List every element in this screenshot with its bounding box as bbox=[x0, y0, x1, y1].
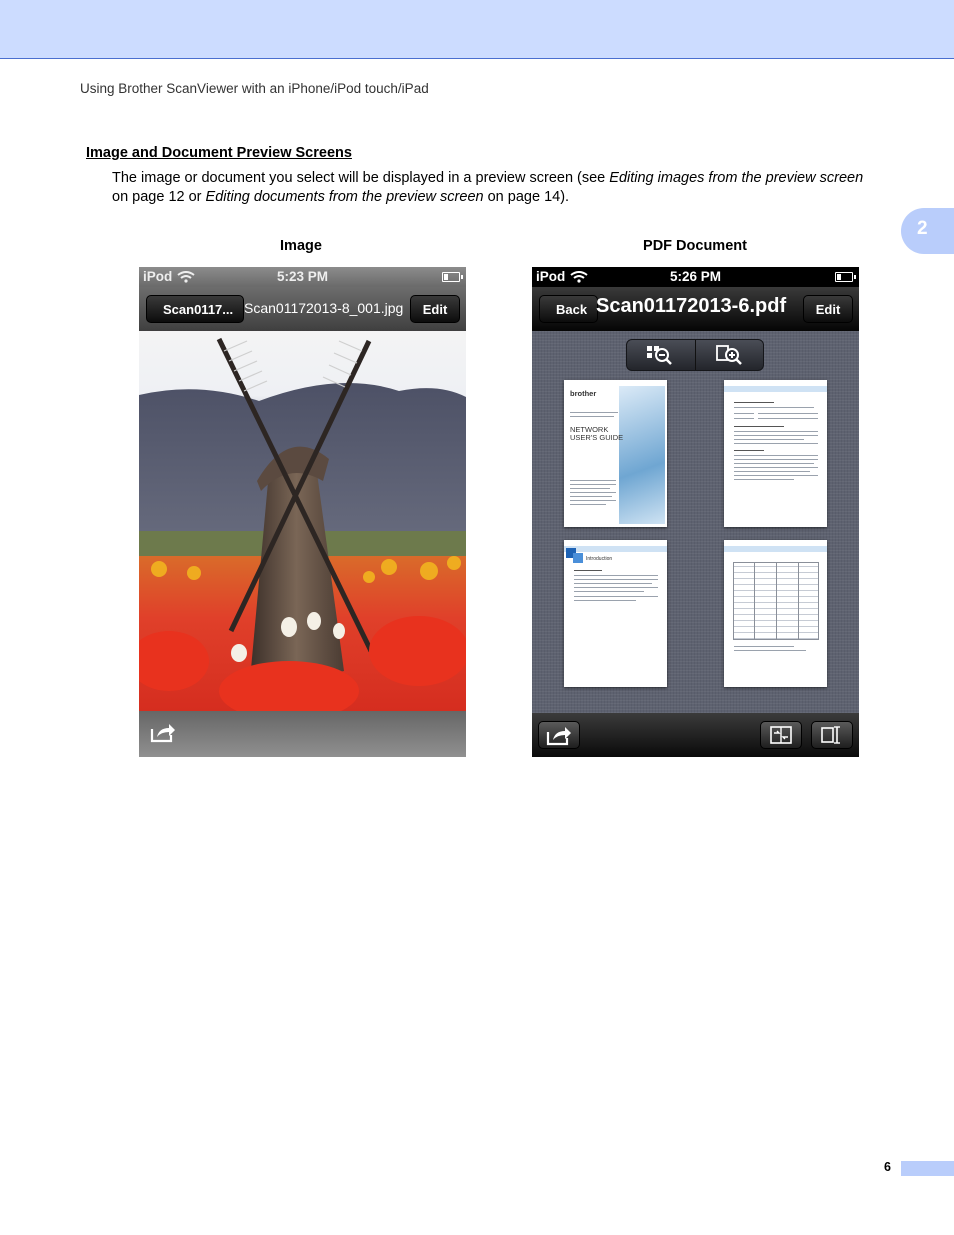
edit-button[interactable]: Edit bbox=[410, 295, 460, 323]
windmill-photo bbox=[139, 331, 466, 711]
share-icon[interactable] bbox=[149, 721, 177, 743]
share-button[interactable] bbox=[538, 721, 580, 749]
carrier-label: iPod bbox=[143, 269, 173, 284]
status-bar bbox=[532, 267, 859, 287]
image-preview-screenshot bbox=[139, 267, 466, 757]
zoom-out-icon[interactable] bbox=[645, 343, 675, 367]
intro-ref-image[interactable]: Editing images from the preview screen bbox=[609, 170, 864, 186]
pdf-title: Scan01172013-6.pdf bbox=[596, 295, 787, 317]
intro-ref-document[interactable]: Editing documents from the preview screen bbox=[205, 189, 484, 205]
page-layout-icon bbox=[769, 725, 793, 750]
clock: 5:23 PM bbox=[276, 269, 329, 284]
intro-text-3: on page 14). bbox=[483, 189, 570, 205]
back-button[interactable]: Back bbox=[539, 295, 598, 323]
caption-pdf: PDF Document bbox=[643, 238, 747, 254]
clock: 5:26 PM bbox=[669, 269, 722, 284]
pdf-preview-screenshot bbox=[532, 267, 859, 757]
zoom-in-icon[interactable] bbox=[715, 343, 745, 367]
page-number: 6 bbox=[884, 1160, 891, 1174]
page-thumbnail-4[interactable] bbox=[724, 540, 827, 687]
back-button[interactable]: Scan0117... bbox=[146, 295, 244, 323]
edit-button[interactable]: Edit bbox=[803, 295, 853, 323]
chapter-tab bbox=[901, 208, 954, 254]
image-title: Scan01172013-8_001.jpg bbox=[244, 300, 404, 316]
intro-text-1: The image or document you select will be displayed in a preview screen (see bbox=[112, 170, 610, 186]
intro-paragraph bbox=[112, 169, 882, 207]
page-layout-button[interactable] bbox=[760, 721, 802, 749]
footer-band bbox=[901, 1161, 954, 1176]
chapter-number: 2 bbox=[917, 218, 928, 239]
status-bar bbox=[139, 267, 466, 287]
running-head: Using Brother ScanViewer with an iPhone/iPod touch/iPad bbox=[80, 81, 429, 96]
carrier-label: iPod bbox=[536, 269, 566, 284]
thumbnail-grid bbox=[532, 331, 859, 713]
caption-image: Image bbox=[280, 238, 322, 254]
page-view-button[interactable] bbox=[811, 721, 853, 749]
page-thumbnail-3[interactable] bbox=[564, 540, 667, 687]
cover-title-2: USER'S GUIDE bbox=[570, 433, 624, 442]
image-toolbar bbox=[139, 711, 466, 757]
intro-text-2: on page 12 or bbox=[112, 189, 206, 205]
navigation-bar bbox=[532, 287, 859, 331]
page-thumbnail-2[interactable] bbox=[724, 380, 827, 527]
battery-icon bbox=[442, 272, 460, 282]
header-band bbox=[0, 0, 954, 59]
battery-icon bbox=[835, 272, 853, 282]
section-title: Image and Document Preview Screens bbox=[86, 145, 352, 161]
zoom-control bbox=[626, 339, 764, 371]
cover-brand: brother bbox=[570, 389, 597, 398]
share-icon bbox=[545, 724, 573, 746]
navigation-bar bbox=[139, 287, 466, 331]
cover-title-1: NETWORK bbox=[570, 425, 609, 434]
page-thumbnail-1[interactable] bbox=[564, 380, 667, 527]
pdf-toolbar bbox=[532, 713, 859, 757]
page-view-icon bbox=[820, 725, 844, 750]
intro-heading: Introduction bbox=[586, 556, 613, 562]
